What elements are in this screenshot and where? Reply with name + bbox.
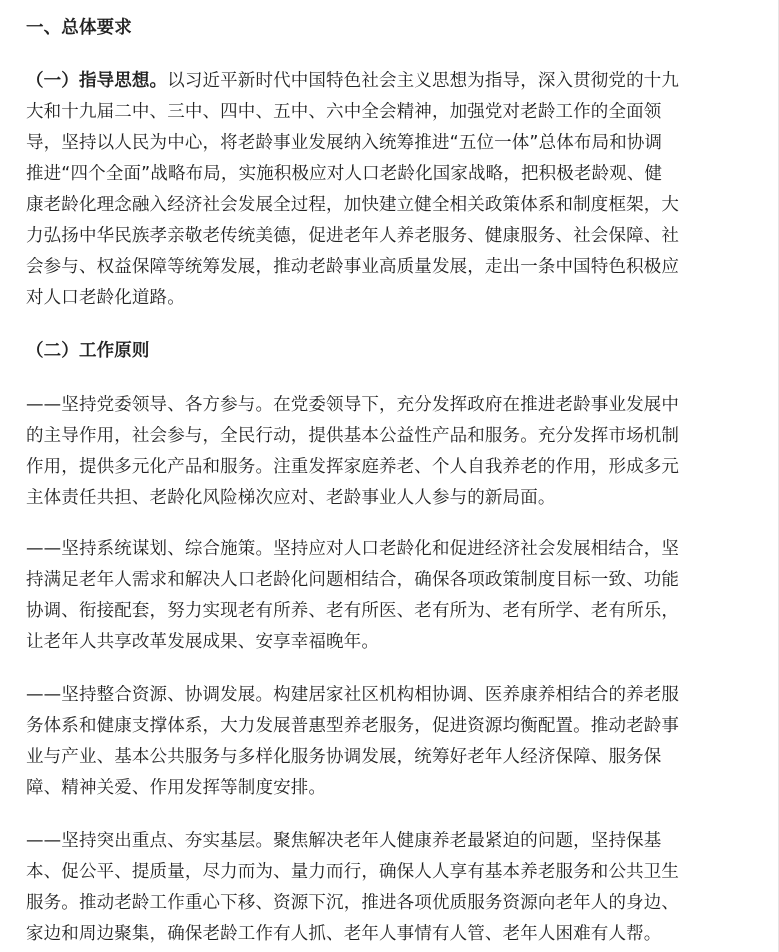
paragraph-line: 导，坚持以人民为中心，将老龄事业发展纳入统筹推进“五位一体”总体布局和协调 (26, 133, 663, 153)
paragraph-line: 大和十九届二中、三中、四中、五中、六中全会精神，加强党对老龄工作的全面领 (26, 102, 662, 122)
paragraph-line: 的主导作用，社会参与，全民行动，提供基本公益性产品和服务。充分发挥市场机制 (26, 426, 680, 446)
section-heading: 一、总体要求 (26, 18, 132, 38)
paragraph-line: 障、精神关爱、作用发挥等制度安排。 (26, 778, 327, 798)
paragraph-line: 务体系和健康支撑体系，大力发展普惠型养老服务，促进资源均衡配置。推动老龄事 (26, 716, 680, 736)
paragraph-line: 康老龄化理念融入经济社会发展全过程，加快建立健全相关政策体系和制度框架，大 (26, 195, 680, 215)
subsection-label: （一）指导思想。 (26, 71, 168, 91)
paragraph-line: 业与产业、基本公共服务与多样化服务协调发展，统筹好老年人经济保障、服务保 (26, 747, 662, 767)
paragraph-line: 服务。推动老龄工作重心下移、资源下沉，推进各项优质服务资源向老年人的身边、 (26, 893, 680, 913)
paragraph-line: ——坚持整合资源、协调发展。构建居家社区机构相协调、医养康养相结合的养老服 (26, 685, 680, 705)
paragraph-line: 会参与、权益保障等统筹发展，推动老龄事业高质量发展，走出一条中国特色积极应 (26, 257, 680, 277)
subsection-heading: （二）工作原则 (26, 341, 150, 361)
paragraph-line (26, 70, 679, 92)
paragraph-line: 家边和周边聚集，确保老龄工作有人抓、老年人事情有人管、老年人困难有人帮。 (26, 924, 662, 944)
paragraph-line: 对人口老龄化道路。 (26, 288, 185, 308)
paragraph-line: ——坚持突出重点、夯实基层。聚焦解决老年人健康养老最紧迫的问题，坚持保基 (26, 831, 662, 851)
paragraph-text: 以习近平新时代中国特色社会主义思想为指导，深入贯彻党的十九 (167, 71, 680, 91)
paragraph-line: 协调、衔接配套，努力实现老有所养、老有所医、老有所为、老有所学、老有所乐， (26, 601, 680, 621)
paragraph-line: 推进“四个全面”战略布局，实施积极应对人口老龄化国家战略，把积极老龄观、健 (26, 164, 663, 184)
paragraph-line: 让老年人共享改革发展成果、安享幸福晚年。 (26, 632, 379, 652)
paragraph-line: 力弘扬中华民族孝亲敬老传统美德，促进老年人养老服务、健康服务、社会保障、社 (26, 226, 680, 246)
paragraph-line: 主体责任共担、老龄化风险梯次应对、老龄事业人人参与的新局面。 (26, 488, 556, 508)
paragraph-line: ——坚持党委领导、各方参与。在党委领导下，充分发挥政府在推进老龄事业发展中 (26, 395, 680, 415)
paragraph-line: ——坚持系统谋划、综合施策。坚持应对人口老龄化和促进经济社会发展相结合，坚 (26, 539, 680, 559)
paragraph-line: 作用，提供多元化产品和服务。注重发挥家庭养老、个人自我养老的作用，形成多元 (26, 457, 680, 477)
paragraph-line: 持满足老年人需求和解决人口老龄化问题相结合，确保各项政策制度目标一致、功能 (26, 570, 680, 590)
paragraph-line: 本、促公平、提质量，尽力而为、量力而行，确保人人享有基本养老服务和公共卫生 (26, 862, 680, 882)
